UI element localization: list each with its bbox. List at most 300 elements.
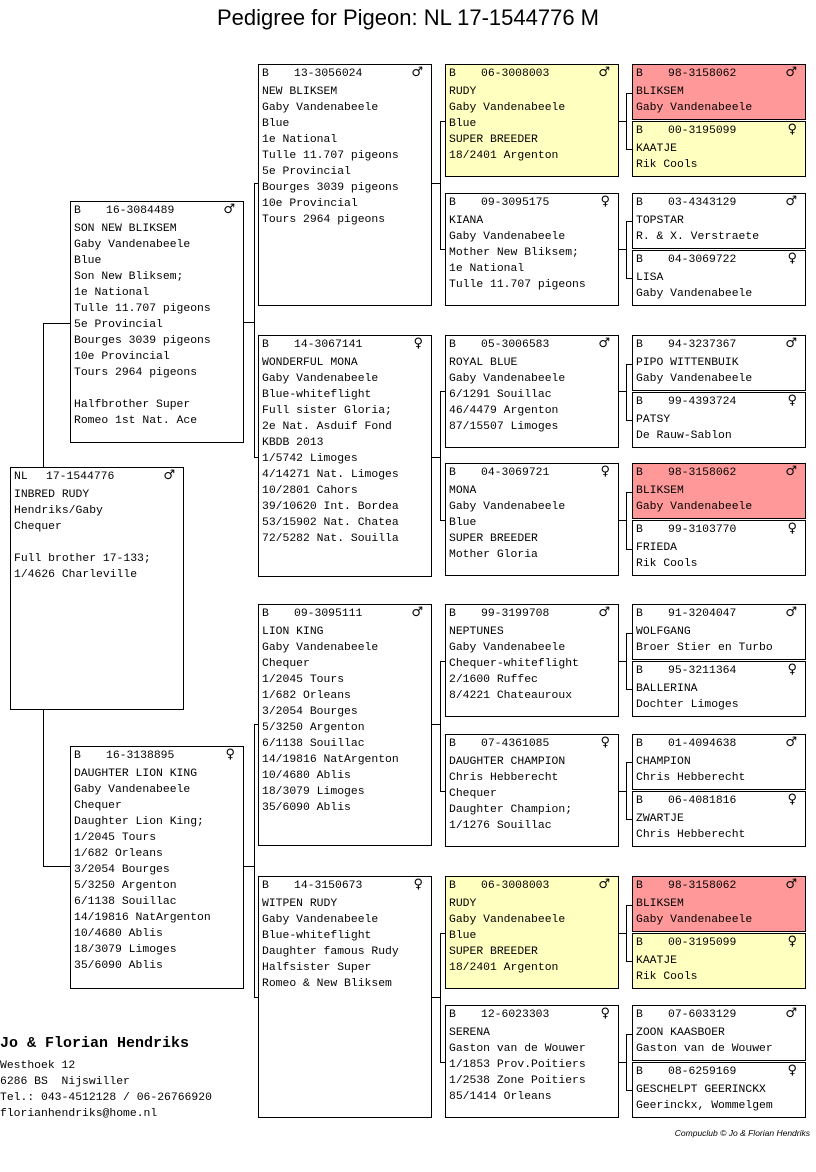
pigeon-line: SUPER BREEDER — [449, 134, 538, 146]
connector-line — [626, 364, 633, 365]
pigeon-line: 10/4680 Ablis — [262, 770, 351, 782]
pigeon-header — [636, 935, 802, 953]
pigeon-line: 2/1600 Ruffec — [449, 674, 538, 686]
pigeon-line: Chequer-whiteflight — [449, 658, 579, 670]
pigeon-line: Gaby Vandenabeele — [636, 914, 753, 926]
country-code: B — [74, 205, 81, 217]
ring-number: 09-3095175 — [481, 197, 550, 209]
pigeon-line: MONA — [449, 485, 477, 497]
connector-line — [440, 933, 446, 934]
pigeon-line: LISA — [636, 272, 664, 284]
pigeon-line: Daughter Champion; — [449, 804, 573, 816]
pigeon-line: INBRED RUDY — [14, 489, 90, 501]
pigeon-line: DAUGHTER LION KING — [74, 768, 198, 780]
pigeon-line: De Rauw-Sablon — [636, 430, 732, 442]
connector-line — [626, 278, 633, 279]
pigeon-line: BLIKSEM — [636, 485, 684, 497]
pigeon-card-great-great-grandparent[interactable] — [632, 604, 806, 660]
connector-line — [626, 633, 627, 690]
pigeon-header — [449, 465, 615, 483]
connector-line — [626, 905, 633, 906]
connector-line — [43, 323, 44, 468]
pigeon-line — [74, 381, 240, 397]
pigeon-line: 8/4221 Chateauroux — [449, 690, 573, 702]
pigeon-line: ZOON KAASBOER — [636, 1027, 725, 1039]
pigeon-line: DAUGHTER CHAMPION — [449, 756, 566, 768]
country-code: B — [262, 880, 269, 892]
female-icon: ♀ — [413, 336, 423, 351]
pigeon-card-great-grandparent[interactable] — [445, 463, 619, 576]
pigeon-card-great-great-grandparent[interactable] — [632, 463, 806, 519]
connector-line — [43, 866, 71, 867]
pigeon-header — [636, 793, 802, 811]
connector-line — [618, 249, 626, 250]
pigeon-line: 14/19816 NatArgenton — [74, 912, 211, 924]
connector-line — [440, 121, 446, 122]
country-code: B — [636, 1009, 643, 1021]
pigeon-line: 1e National — [74, 287, 150, 299]
pigeon-line: 10/4680 Ablis — [74, 928, 163, 940]
pigeon-line: 14/19816 NatArgenton — [262, 754, 399, 766]
pigeon-line: 10e Provincial — [262, 198, 358, 210]
pigeon-line: Tours 2964 pigeons — [74, 367, 198, 379]
pigeon-line: 1/5742 Limoges — [262, 453, 358, 465]
connector-line — [254, 724, 255, 998]
male-icon: ♂ — [785, 605, 797, 620]
pigeon-line: CHAMPION — [636, 756, 691, 768]
connector-line — [626, 492, 627, 550]
pigeon-header — [636, 663, 802, 681]
country-code: B — [636, 880, 643, 892]
pigeon-line: 6/1291 Souillac — [449, 389, 552, 401]
pigeon-card-great-great-grandparent[interactable] — [632, 193, 806, 249]
pigeon-line: Gaby Vandenabeele — [74, 784, 191, 796]
pigeon-line: 10e Provincial — [74, 351, 170, 363]
connector-line — [440, 121, 441, 250]
connector-line — [440, 933, 441, 1063]
pigeon-header — [449, 736, 615, 754]
pigeon-card-grandparent[interactable] — [258, 876, 432, 1118]
pigeon-line: Hendriks/Gaby — [14, 505, 103, 517]
pigeon-line: 1/4626 Charleville — [14, 569, 138, 581]
male-icon: ♂ — [411, 605, 423, 620]
ring-number: 03-4343129 — [668, 197, 737, 209]
pigeon-card-great-great-grandparent[interactable] — [632, 520, 806, 576]
ring-number: 06-4081816 — [668, 795, 737, 807]
pigeon-line: KIANA — [449, 215, 484, 227]
country-code: B — [636, 197, 643, 209]
female-icon: ♀ — [600, 464, 610, 479]
ring-number: 07-4361085 — [481, 738, 550, 750]
pigeon-header — [636, 878, 802, 896]
pigeon-line: 4/14271 Nat. Limoges — [262, 469, 399, 481]
pigeon-line: LION KING — [262, 626, 324, 638]
connector-line — [43, 323, 71, 324]
pigeon-line: Halfsister Super — [262, 962, 372, 974]
male-icon: ♂ — [163, 468, 175, 483]
pigeon-header — [14, 469, 180, 487]
pigeon-line: 1/2045 Tours — [262, 674, 345, 686]
connector-line — [626, 1034, 633, 1035]
pigeon-line: KBDB 2013 — [262, 437, 324, 449]
pigeon-line: Gaby Vandenabeele — [449, 501, 566, 513]
connector-line — [618, 391, 626, 392]
female-icon: ♀ — [787, 521, 797, 536]
connector-line — [440, 520, 446, 521]
pigeon-line: Gaby Vandenabeele — [449, 642, 566, 654]
connector-line — [440, 249, 446, 250]
country-code: B — [636, 608, 643, 620]
pigeon-line: 18/2401 Argenton — [449, 962, 559, 974]
pigeon-card-great-great-grandparent[interactable] — [632, 933, 806, 989]
pigeon-line: 72/5282 Nat. Souilla — [262, 533, 399, 545]
owner-address-1: Westhoek 12 — [0, 1060, 76, 1072]
pigeon-header — [636, 736, 802, 754]
pigeon-line: Blue — [262, 118, 290, 130]
male-icon: ♂ — [785, 194, 797, 209]
connector-line — [440, 391, 446, 392]
male-icon: ♂ — [223, 202, 235, 217]
pigeon-line: SUPER BREEDER — [449, 946, 538, 958]
pigeon-line: Bourges 3039 pigeons — [74, 335, 211, 347]
country-code: B — [636, 125, 643, 137]
pigeon-line: ROYAL BLUE — [449, 357, 518, 369]
pigeon-line: 18/2401 Argenton — [449, 150, 559, 162]
pigeon-card-great-grandparent[interactable] — [445, 193, 619, 306]
pigeon-card-great-grandparent[interactable] — [445, 876, 619, 989]
pigeon-line: Gaby Vandenabeele — [449, 231, 566, 243]
pigeon-line: Gaby Vandenabeele — [262, 914, 379, 926]
ring-number: 14-3067141 — [294, 339, 363, 351]
pigeon-header — [262, 878, 428, 896]
footer-credit: Compuclub © Jo & Florian Hendriks — [674, 1128, 810, 1138]
connector-line — [618, 933, 626, 934]
country-code: B — [636, 937, 643, 949]
pigeon-header — [449, 878, 615, 896]
pigeon-card-great-grandparent[interactable] — [445, 604, 619, 717]
country-code: B — [636, 254, 643, 266]
ring-number: 16-3084489 — [106, 205, 175, 217]
ring-number: 91-3204047 — [668, 608, 737, 620]
ring-number: 17-1544776 — [46, 471, 115, 483]
female-icon: ♀ — [787, 393, 797, 408]
country-code: B — [636, 524, 643, 536]
pigeon-header — [74, 203, 240, 221]
connector-line — [440, 391, 441, 521]
pigeon-line: Blue-whiteflight — [262, 389, 372, 401]
pigeon-header — [636, 195, 802, 213]
pigeon-header — [262, 606, 428, 624]
pigeon-header — [636, 123, 802, 141]
ring-number: 06-3008003 — [481, 880, 550, 892]
pigeon-card-great-great-grandparent[interactable] — [632, 335, 806, 391]
connector-line — [626, 689, 633, 690]
pigeon-card-great-great-grandparent[interactable] — [632, 64, 806, 120]
pigeon-line: WOLFGANG — [636, 626, 691, 638]
ring-number: 00-3195099 — [668, 937, 737, 949]
pigeon-card-sire[interactable] — [70, 201, 244, 443]
country-code: B — [636, 738, 643, 750]
pigeon-line: TOPSTAR — [636, 215, 684, 227]
pigeon-card-great-great-grandparent[interactable] — [632, 1062, 806, 1118]
ring-number: 04-3069722 — [668, 254, 737, 266]
pigeon-line: Chris Hebberecht — [636, 829, 746, 841]
connector-line — [626, 762, 633, 763]
pigeon-card-great-grandparent[interactable] — [445, 64, 619, 177]
female-icon: ♀ — [787, 934, 797, 949]
ring-number: 13-3056024 — [294, 68, 363, 80]
connector-line — [626, 149, 633, 150]
pigeon-line: Daughter famous Rudy — [262, 946, 399, 958]
owner-address-2: 6286 BS Nijswiller — [0, 1076, 130, 1088]
pigeon-card-subject[interactable] — [10, 467, 184, 710]
ring-number: 99-4393724 — [668, 396, 737, 408]
female-icon: ♀ — [787, 792, 797, 807]
connector-line — [626, 1090, 633, 1091]
pigeon-card-great-grandparent[interactable] — [445, 335, 619, 448]
pigeon-line: Gaby Vandenabeele — [449, 102, 566, 114]
country-code: B — [636, 467, 643, 479]
ring-number: 09-3095111 — [294, 608, 363, 620]
country-code: B — [449, 467, 456, 479]
pigeon-card-great-great-grandparent[interactable] — [632, 661, 806, 717]
pigeon-line: 1/682 Orleans — [262, 690, 351, 702]
ring-number: 14-3150673 — [294, 880, 363, 892]
ring-number: 04-3069721 — [481, 467, 550, 479]
pigeon-card-great-great-grandparent[interactable] — [632, 392, 806, 448]
pigeon-line: KAATJE — [636, 955, 678, 967]
connector-line — [626, 633, 633, 634]
pigeon-line: Rik Cools — [636, 971, 698, 983]
connector-line — [626, 549, 633, 550]
female-icon: ♀ — [413, 877, 423, 892]
pigeon-line: Blue — [449, 118, 477, 130]
connector-line — [626, 819, 633, 820]
pigeon-line: 1/1853 Prov.Poitiers — [449, 1059, 586, 1071]
pigeon-line: BALLERINA — [636, 683, 698, 695]
country-code: B — [636, 795, 643, 807]
pigeon-card-grandparent[interactable] — [258, 335, 432, 577]
pigeon-line: Full brother 17-133; — [14, 553, 151, 565]
pigeon-line: 2e Nat. Asduif Fond — [262, 421, 392, 433]
pigeon-line: 1/2538 Zone Poitiers — [449, 1075, 586, 1087]
connector-line — [618, 1062, 626, 1063]
ring-number: 08-6259169 — [668, 1066, 737, 1078]
pigeon-card-great-great-grandparent[interactable] — [632, 121, 806, 177]
pigeon-line: R. & X. Verstraete — [636, 231, 760, 243]
pigeon-line: 3/2054 Bourges — [262, 706, 358, 718]
pigeon-card-great-grandparent[interactable] — [445, 734, 619, 847]
pigeon-line: 1e National — [262, 134, 338, 146]
female-icon: ♀ — [225, 747, 235, 762]
pigeon-line: FRIEDA — [636, 542, 678, 554]
pigeon-header — [636, 606, 802, 624]
owner-email: florianhendriks@home.nl — [0, 1108, 158, 1120]
pigeon-header — [449, 1007, 615, 1025]
pigeon-line: 5e Provincial — [262, 166, 351, 178]
pigeon-line: Romeo & New Bliksem — [262, 978, 392, 990]
pigeon-line: 3/2054 Bourges — [74, 864, 170, 876]
pigeon-header — [262, 337, 428, 355]
ring-number: 98-3158062 — [668, 68, 737, 80]
ring-number: 98-3158062 — [668, 467, 737, 479]
pigeon-card-great-great-grandparent[interactable] — [632, 250, 806, 306]
pigeon-card-great-great-grandparent[interactable] — [632, 734, 806, 790]
connector-line — [254, 183, 255, 458]
pigeon-line: 46/4479 Argenton — [449, 405, 559, 417]
pigeon-card-great-great-grandparent[interactable] — [632, 791, 806, 847]
pigeon-header — [449, 66, 615, 84]
country-code: B — [449, 880, 456, 892]
pigeon-line: Dochter Limoges — [636, 699, 739, 711]
connector-line — [440, 791, 446, 792]
pigeon-line: Romeo 1st Nat. Ace — [74, 415, 198, 427]
ring-number: 01-4094638 — [668, 738, 737, 750]
pigeon-line: Gaby Vandenabeele — [449, 914, 566, 926]
pigeon-line: Tulle 11.707 pigeons — [74, 303, 211, 315]
pigeon-line: 6/1138 Souillac — [262, 738, 365, 750]
pigeon-line: 6/1138 Souillac — [74, 896, 177, 908]
owner-name: Jo & Florian Hendriks — [0, 1035, 190, 1052]
connector-line — [626, 905, 627, 962]
pigeon-line: Son New Bliksem; — [74, 271, 184, 283]
pigeon-header — [636, 1007, 802, 1025]
owner-phone: Tel.: 043-4512128 / 06-26766920 — [0, 1092, 212, 1104]
pigeon-line: Tours 2964 pigeons — [262, 214, 386, 226]
pigeon-line: Blue — [74, 255, 102, 267]
pigeon-header — [636, 337, 802, 355]
pigeon-line: NEPTUNES — [449, 626, 504, 638]
pigeon-card-great-grandparent[interactable] — [445, 1005, 619, 1118]
pigeon-line: WITPEN RUDY — [262, 898, 338, 910]
pigeon-line: Gaby Vandenabeele — [262, 373, 379, 385]
pigeon-card-grandparent[interactable] — [258, 604, 432, 846]
connector-line — [43, 709, 44, 867]
pigeon-header — [636, 66, 802, 84]
pigeon-line: Blue — [449, 517, 477, 529]
pigeon-line: Blue-whiteflight — [262, 930, 372, 942]
pigeon-line: 10/2801 Cahors — [262, 485, 358, 497]
owner-block — [0, 1034, 212, 1122]
country-code: B — [636, 68, 643, 80]
pigeon-line: 35/6090 Ablis — [74, 960, 163, 972]
pigeon-line: Chequer — [262, 658, 310, 670]
pigeon-line: Chequer — [14, 521, 62, 533]
ring-number: 94-3237367 — [668, 339, 737, 351]
pigeon-card-great-great-grandparent[interactable] — [632, 876, 806, 932]
ring-number: 05-3006583 — [481, 339, 550, 351]
pigeon-line: Gaby Vandenabeele — [636, 102, 753, 114]
pigeon-line: GESCHELPT GEERINCKX — [636, 1084, 766, 1096]
ring-number: 99-3199708 — [481, 608, 550, 620]
pigeon-line: Halfbrother Super — [74, 399, 191, 411]
pigeon-header — [449, 195, 615, 213]
ring-number: 99-3103770 — [668, 524, 737, 536]
male-icon: ♂ — [598, 877, 610, 892]
pigeon-line: 53/15902 Nat. Chatea — [262, 517, 399, 529]
connector-line — [618, 121, 626, 122]
pigeon-card-grandparent[interactable] — [258, 64, 432, 306]
pigeon-line: Chequer — [449, 788, 497, 800]
connector-line — [440, 661, 441, 792]
female-icon: ♀ — [600, 1006, 610, 1021]
connector-line — [254, 183, 259, 184]
pigeon-line: 1/682 Orleans — [74, 848, 163, 860]
pigeon-line: Gaby Vandenabeele — [74, 239, 191, 251]
pigeon-line: Blue — [449, 930, 477, 942]
pigeon-line: KAATJE — [636, 143, 678, 155]
connector-line — [618, 661, 626, 662]
connector-line — [626, 420, 633, 421]
female-icon: ♀ — [787, 122, 797, 137]
pigeon-line: BLIKSEM — [636, 86, 684, 98]
pigeon-line: 18/3079 Limoges — [74, 944, 177, 956]
female-icon: ♀ — [787, 251, 797, 266]
connector-line — [440, 1062, 446, 1063]
pigeon-line: 87/15507 Limoges — [449, 421, 559, 433]
pigeon-line: Gaby Vandenabeele — [262, 642, 379, 654]
pigeon-line: PIPO WITTENBUIK — [636, 357, 739, 369]
pigeon-line: 85/1414 Orleans — [449, 1091, 552, 1103]
pigeon-line: 1/1276 Souillac — [449, 820, 552, 832]
country-code: B — [636, 665, 643, 677]
male-icon: ♂ — [598, 336, 610, 351]
ring-number: 06-3008003 — [481, 68, 550, 80]
pigeon-line: RUDY — [449, 86, 477, 98]
pigeon-header — [74, 748, 240, 766]
pigeon-header — [636, 465, 802, 483]
connector-line — [626, 93, 627, 150]
country-code: B — [449, 197, 456, 209]
pigeon-line: SUPER BREEDER — [449, 533, 538, 545]
country-code: NL — [14, 471, 28, 483]
connector-line — [626, 221, 627, 279]
pigeon-line: Tulle 11.707 pigeons — [262, 150, 399, 162]
country-code: B — [262, 68, 269, 80]
ring-number: 07-6033129 — [668, 1009, 737, 1021]
ring-number: 95-3211364 — [668, 665, 737, 677]
pigeon-line: 1e National — [449, 263, 525, 275]
pigeon-line: Broer Stier en Turbo — [636, 642, 773, 654]
pigeon-card-great-great-grandparent[interactable] — [632, 1005, 806, 1061]
country-code: B — [262, 608, 269, 620]
pigeon-line: RUDY — [449, 898, 477, 910]
country-code: B — [636, 1066, 643, 1078]
male-icon: ♂ — [598, 65, 610, 80]
pigeon-line: Daughter Lion King; — [74, 816, 204, 828]
pigeon-header — [449, 337, 615, 355]
connector-line — [254, 724, 259, 725]
connector-line — [626, 221, 633, 222]
pigeon-line: 18/3079 Limoges — [262, 786, 365, 798]
pigeon-line: 1/2045 Tours — [74, 832, 157, 844]
pigeon-line: BLIKSEM — [636, 898, 684, 910]
pigeon-line: 5/3250 Argenton — [74, 880, 177, 892]
female-icon: ♀ — [600, 194, 610, 209]
pigeon-line: Chequer — [74, 800, 122, 812]
pigeon-line: Rik Cools — [636, 159, 698, 171]
pigeon-line: Gaby Vandenabeele — [636, 288, 753, 300]
female-icon: ♀ — [787, 1063, 797, 1078]
connector-line — [440, 661, 446, 662]
connector-line — [626, 492, 633, 493]
pigeon-line — [14, 535, 180, 551]
male-icon: ♂ — [785, 877, 797, 892]
pigeon-line: Mother Gloria — [449, 549, 538, 561]
male-icon: ♂ — [785, 464, 797, 479]
pigeon-card-dam[interactable] — [70, 746, 244, 989]
country-code: B — [449, 738, 456, 750]
